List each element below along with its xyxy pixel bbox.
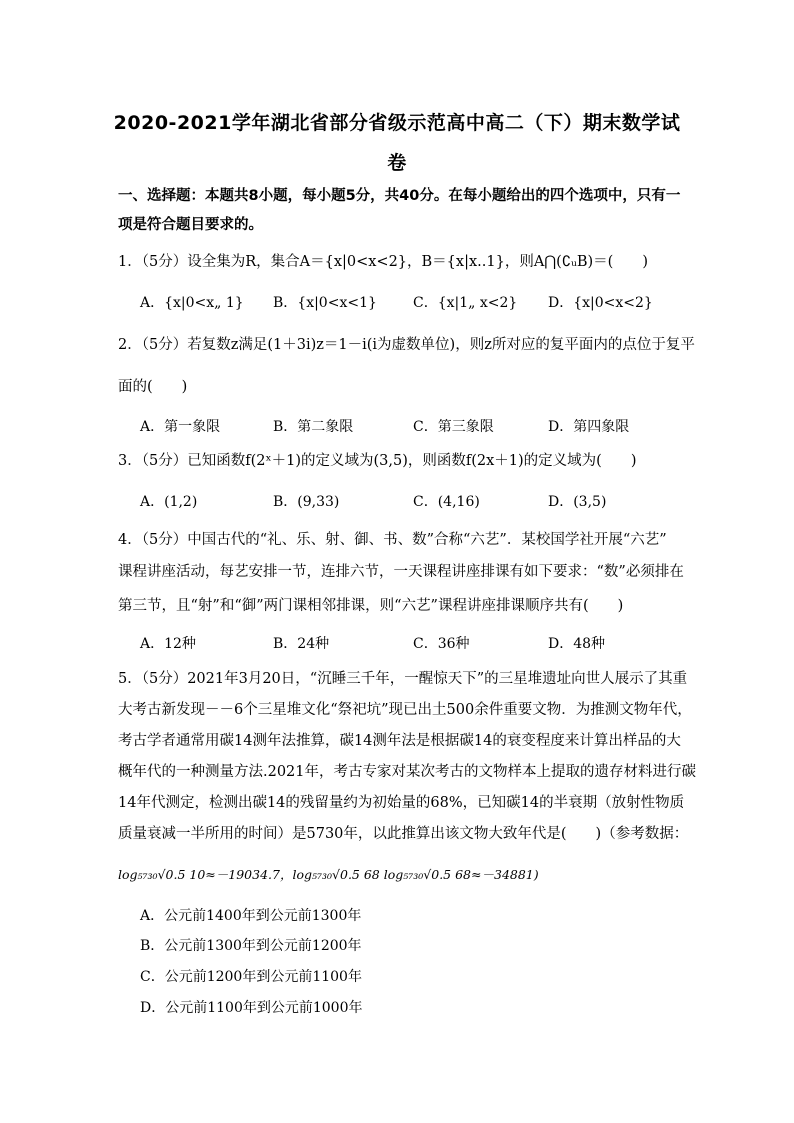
q5-option-d: D．公元前1100年到公元前1000年: [140, 1000, 363, 1016]
q2-option-d: D．第四象限: [548, 419, 630, 435]
question-4-line3: 第三节，且“射”和“御”两门课相邻排课，则“六艺”课程讲座排课顺序共有( ): [118, 598, 624, 614]
q1-option-c: C．{x|1„ x<2}: [413, 295, 518, 311]
q3-option-b: B．(9,33): [273, 494, 340, 510]
question-2-line1: 2．（5分）若复数z满足(1＋3i)z＝1－i(i为虚数单位)，则z所对应的复平面内的点位于复平: [118, 337, 695, 353]
question-2-line2: 面的( ): [118, 379, 188, 395]
q1-option-b: B．{x|0<x<1}: [273, 295, 377, 311]
q3-option-c: C．(4,16): [413, 494, 480, 510]
question-5-line1: 5．（5分）2021年3月20日，“沉睡三千年，一醒惊天下”的三星堆遗址向世人展示了其重: [118, 671, 688, 687]
q2-option-b: B．第二象限: [273, 419, 354, 435]
question-3-text: 3．（5分）已知函数f(2ˣ＋1)的定义域为(3,5)，则函数f(2x＋1)的定义域为( ): [118, 453, 637, 469]
question-5-reference-data: log₅₇₃₀√0.5 10≈－19034.7，log₅₇₃₀√0.5 68 log₅₇₃₀√0.5 68≈－34881): [118, 867, 539, 882]
q2-option-a: A．第一象限: [140, 419, 221, 435]
doc-title-line2: 卷: [387, 152, 407, 174]
question-4-line2: 课程讲座活动，每艺安排一节，连排六节，一天课程讲座排课有如下要求：“数”必须排在: [118, 564, 684, 580]
doc-title-line1: 2020-2021学年湖北省部分省级示范高中高二（下）期末数学试: [113, 112, 681, 134]
q2-option-c: C．第三象限: [413, 419, 494, 435]
question-5-line3: 考古学者通常用碳14测年法推算，碳14测年法是根据碳14的衰变程度来计算出样品的大: [118, 733, 681, 749]
q5-option-b: B．公元前1300年到公元前1200年: [140, 938, 362, 954]
q4-option-c: C．36种: [413, 636, 470, 652]
q4-option-a: A．12种: [140, 636, 196, 652]
q4-option-d: D．48种: [548, 636, 606, 652]
question-5-line2: 大考古新发现－－6个三星堆文化“祭祀坑”现已出土500余件重要文物．为推测文物年代，: [118, 702, 692, 718]
question-5-line4: 概年代的一种测量方法.2021年，考古专家对某次考古的文物样本上提取的遗存材料进行碳: [118, 764, 697, 780]
section-heading-line2: 项是符合题目要求的。: [118, 217, 263, 233]
q1-option-d: D．{x|0<x<2}: [548, 295, 653, 311]
question-5-line6: 质量衰减一半所用的时间）是5730年，以此推算出该文物大致年代是( )（参考数据：: [118, 826, 689, 842]
question-1-text: 1．（5分）设全集为R，集合A＝{x|0<x<2}，B＝{x|x..1}，则A⋂(∁ᵤB)＝( ): [118, 254, 648, 270]
q5-option-c: C．公元前1200年到公元前1100年: [140, 969, 362, 985]
question-5-line5: 14年代测定，检测出碳14的残留量约为初始量的68%，已知碳14的半衰期（放射性物质: [118, 795, 685, 811]
q4-option-b: B．24种: [273, 636, 330, 652]
q1-option-a: A．{x|0<x„ 1}: [140, 295, 244, 311]
q3-option-a: A．(1,2): [140, 494, 198, 510]
question-4-line1: 4．（5分）中国古代的“礼、乐、射、御、书、数”合称“六艺”．某校国学社开展“六艺”: [118, 532, 667, 548]
q5-option-a: A．公元前1400年到公元前1300年: [140, 908, 362, 924]
section-heading-line1: 一、选择题：本题共8小题，每小题5分，共40分。在每小题给出的四个选项中，只有一: [118, 188, 681, 204]
q3-option-d: D．(3,5): [548, 494, 607, 510]
